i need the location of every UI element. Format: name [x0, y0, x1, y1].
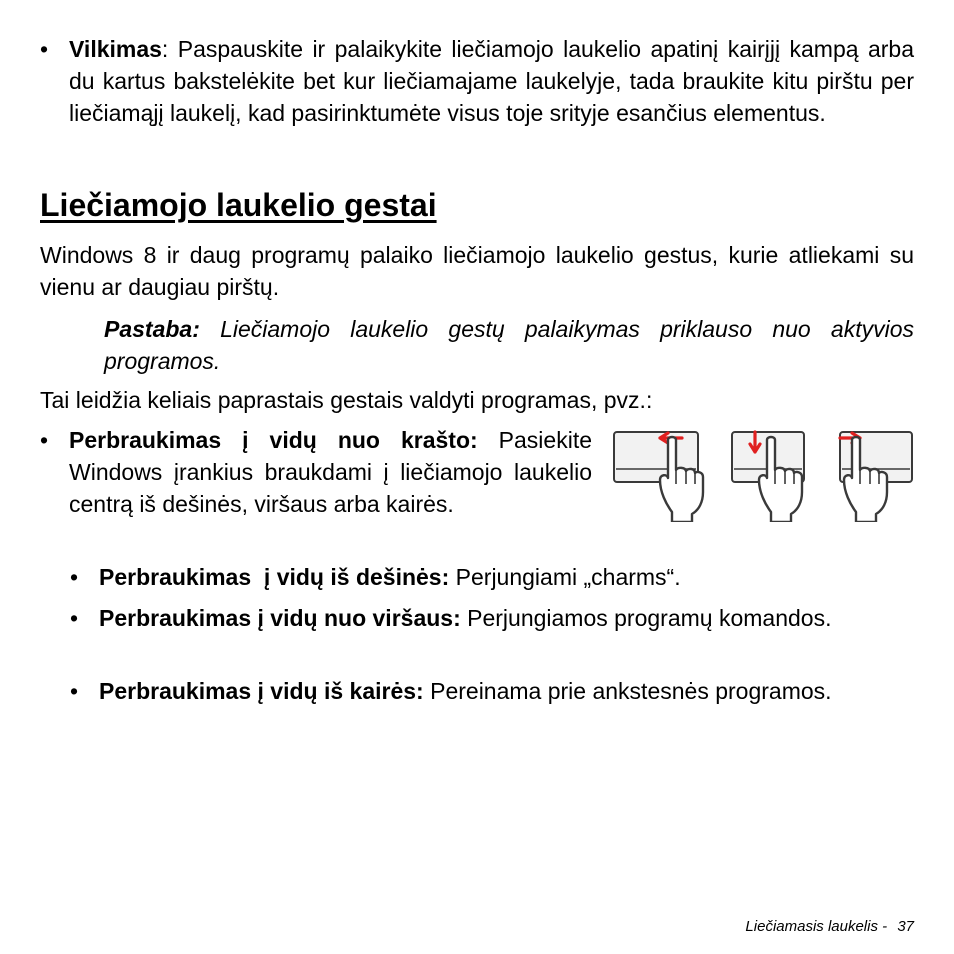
note-paragraph — [104, 313, 914, 377]
note-label: Pastaba: — [104, 316, 200, 342]
bullet-glyph: • — [40, 427, 49, 453]
gesture-illustrations — [612, 428, 914, 522]
footer-label: Liečiamasis laukelis - — [745, 918, 888, 935]
section-heading: Liečiamojo laukelio gestai — [40, 187, 437, 223]
bullet-term: Perbraukimas į vidų nuo viršaus: — [99, 605, 461, 631]
bullet-text: Paspauskite ir palaikykite liečiamojo laukelio apatinį kairįjį kampą arba du kartus bakstelėkite bet kur liečiamajame laukelyje, tada braukite kitu pirštu per liečiamąjį laukelį, kad pasirinktumėte visus toje srityje esančius elementus. — [69, 36, 914, 126]
intro-paragraph: Windows 8 ir daug programų palaiko liečiamojo laukelio gestus, kurie atliekami su vienu ar daugiau pirštų. — [40, 242, 914, 300]
bullet-text: Pasiekite Windows įrankius braukdami į liečiamojo laukelio centrą iš dešinės, viršaus arba kairės. — [69, 427, 592, 517]
bullet-separator: : — [161, 36, 169, 62]
sub-item-from-top — [70, 602, 914, 634]
bullet-term: Perbraukimas į vidų iš kairės: — [99, 678, 424, 704]
swipe-from-top-icon — [732, 432, 804, 522]
bullet-glyph: • — [70, 678, 79, 704]
lead-paragraph: Tai leidžia keliais paprastais gestais valdyti programas, pvz.: — [40, 387, 653, 413]
swipe-from-right-icon — [614, 432, 703, 522]
page-number: 37 — [897, 918, 914, 935]
bullet-glyph: • — [70, 564, 79, 590]
bullet-item-swipe-in — [40, 424, 592, 520]
page-footer — [745, 918, 914, 936]
bullet-term: Vilkimas — [69, 36, 162, 62]
sub-item-from-right — [70, 561, 914, 593]
bullet-glyph: • — [70, 605, 79, 631]
swipe-from-left-icon — [840, 432, 912, 522]
note-text: Liečiamojo laukelio gestų palaikymas priklauso nuo aktyvios programos. — [104, 316, 914, 374]
bullet-item-drag — [40, 33, 914, 129]
bullet-text: Perjungiami „charms“. — [449, 564, 681, 590]
bullet-term: Perbraukimas į vidų nuo krašto: — [69, 427, 478, 453]
bullet-text: Perjungiamos programų komandos. — [460, 605, 832, 631]
bullet-term: Perbraukimas į vidų iš dešinės: — [99, 564, 450, 590]
bullet-text: Pereinama prie ankstesnės programos. — [423, 678, 832, 704]
sub-item-from-left — [70, 675, 914, 707]
bullet-glyph: • — [40, 36, 49, 62]
